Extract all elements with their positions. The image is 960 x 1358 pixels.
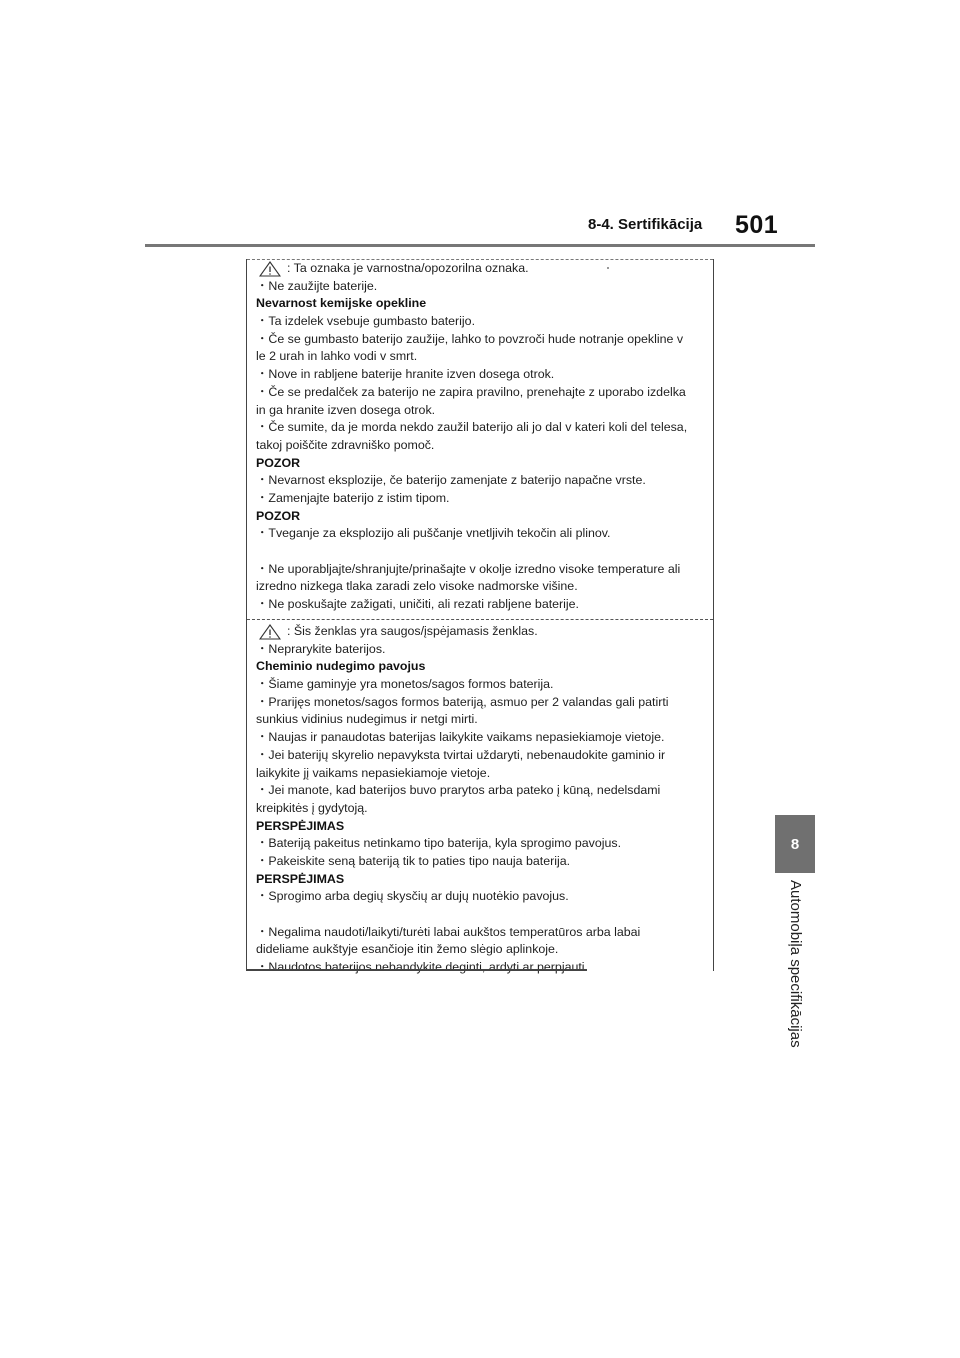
text-line: ・Ne poskušajte zažigati, uničiti, ali rezati rabljene baterije. bbox=[256, 597, 580, 612]
warning-label: : Ta oznaka je varnostna/opozorilna oznaka. bbox=[287, 261, 529, 275]
text-line: ・Tveganje za eksplozijo ali puščanje vnetljivih tekočin ali plinov. bbox=[256, 526, 611, 541]
text-line: ・Zamenjajte baterijo z istim tipom. bbox=[256, 490, 450, 505]
chapter-tab bbox=[775, 815, 815, 873]
text-line: ・Ta izdelek vsebuje gumbasto baterijo. bbox=[256, 314, 476, 329]
lithuanian-section bbox=[247, 623, 713, 977]
warning-line bbox=[247, 623, 713, 641]
text-line: takoj poiščite zdravniško pomoč. bbox=[256, 437, 435, 452]
caution-heading: PERSPĖJIMAS bbox=[256, 818, 345, 833]
text-line: laikykite jį vaikams nepasiekiamoje vietoje. bbox=[256, 765, 491, 780]
text-line: sunkius vidinius nudegimus ir netgi mirti. bbox=[256, 712, 478, 727]
page-number: 501 bbox=[735, 211, 779, 239]
text-line: ・Neprarykite baterijos. bbox=[256, 641, 386, 656]
section-title: 8-4. Sertifikācija bbox=[588, 216, 703, 233]
warning-line bbox=[247, 260, 713, 278]
text-line: ・Šiame gaminyje yra monetos/sagos formos baterija. bbox=[256, 677, 554, 692]
text-line: ・Prarijęs monetos/sagos formos bateriją, asmuo per 2 valandas gali patirti bbox=[256, 694, 669, 709]
text-line: ・Nove in rabljene baterije hranite izven dosega otrok. bbox=[256, 367, 555, 382]
text-line: ・Negalima naudoti/laikyti/turėti labai aukštos temperatūros arba labai bbox=[256, 924, 641, 939]
text-line: ・Naudotos baterijos nebandykite deginti, ardyti ar perpjauti. bbox=[256, 960, 588, 975]
text-line: ・Ne uporabljajte/shranjujte/prinašajte v okolje izredno visoke temperature ali bbox=[256, 561, 681, 576]
text-line: ・Pakeiskite seną bateriją tik to paties tipo nauja baterija. bbox=[256, 853, 571, 868]
blank-line bbox=[247, 906, 713, 924]
text-line: le 2 urah in lahko vodi v smrt. bbox=[256, 349, 418, 364]
text-line: ・Bateriją pakeitus netinkamo tipo baterija, kyla sprogimo pavojus. bbox=[256, 836, 622, 851]
text-line: in ga hranite izven dosega otrok. bbox=[256, 402, 436, 417]
box-bottom-border bbox=[247, 969, 587, 971]
certification-text-box bbox=[246, 259, 714, 975]
section-heading: Nevarnost kemijske opekline bbox=[256, 296, 427, 311]
text-line: dideliame aukštyje esančioje itin žemo slėgio aplinkoje. bbox=[256, 942, 559, 957]
warning-label: : Šis ženklas yra saugos/įspėjamasis ženklas. bbox=[287, 624, 538, 638]
text-line: kreipkitės į gydytoją. bbox=[256, 800, 368, 815]
text-line: izredno nizkega tlaka zaradi zelo visoke nadmorske višine. bbox=[256, 579, 578, 594]
text-line: ・Jei baterijų skyrelio nepavyksta tvirtai uždaryti, nebenaudokite gaminio ir bbox=[256, 747, 666, 762]
caution-heading: POZOR bbox=[256, 455, 301, 470]
header-divider bbox=[145, 244, 815, 247]
caution-heading: PERSPĖJIMAS bbox=[256, 871, 345, 886]
warning-triangle-icon bbox=[259, 624, 281, 640]
warning-triangle-icon bbox=[259, 261, 281, 277]
caution-heading: POZOR bbox=[256, 508, 301, 523]
chapter-title-wrapper bbox=[775, 880, 815, 1070]
text-line: ・Če se predalček za baterijo ne zapira pravilno, prenehajte z uporabo izdelka bbox=[256, 384, 686, 399]
section-divider bbox=[247, 619, 713, 620]
text-line: ・Če sumite, da je morda nekdo zaužil baterijo ali jo dal v kateri koli del telesa, bbox=[256, 420, 688, 435]
text-line: ・Jei manote, kad baterijos buvo prarytos arba pateko į kūną, nedelsdami bbox=[256, 783, 661, 798]
text-line: ・Nevarnost eksplozije, če baterijo zamenjate z baterijo napačne vrste. bbox=[256, 473, 646, 488]
text-line: ・Če se gumbasto baterijo zaužije, lahko to povzroči hude notranje opekline v bbox=[256, 331, 684, 346]
section-heading: Cheminio nudegimo pavojus bbox=[256, 659, 426, 674]
text-line: ・Sprogimo arba degių skysčių ar dujų nuotėkio pavojus. bbox=[256, 889, 569, 904]
chapter-number: 8 bbox=[790, 835, 800, 853]
chapter-title: Automobiļa specifikācijas bbox=[787, 880, 804, 1048]
blank-line bbox=[247, 543, 713, 561]
slovenian-section bbox=[247, 260, 713, 614]
text-line: ・Ne zaužijte baterije. bbox=[256, 278, 378, 293]
text-line: ・Naujas ir panaudotas baterijas laikykite vaikams nepasiekiamoje vietoje. bbox=[256, 730, 665, 745]
